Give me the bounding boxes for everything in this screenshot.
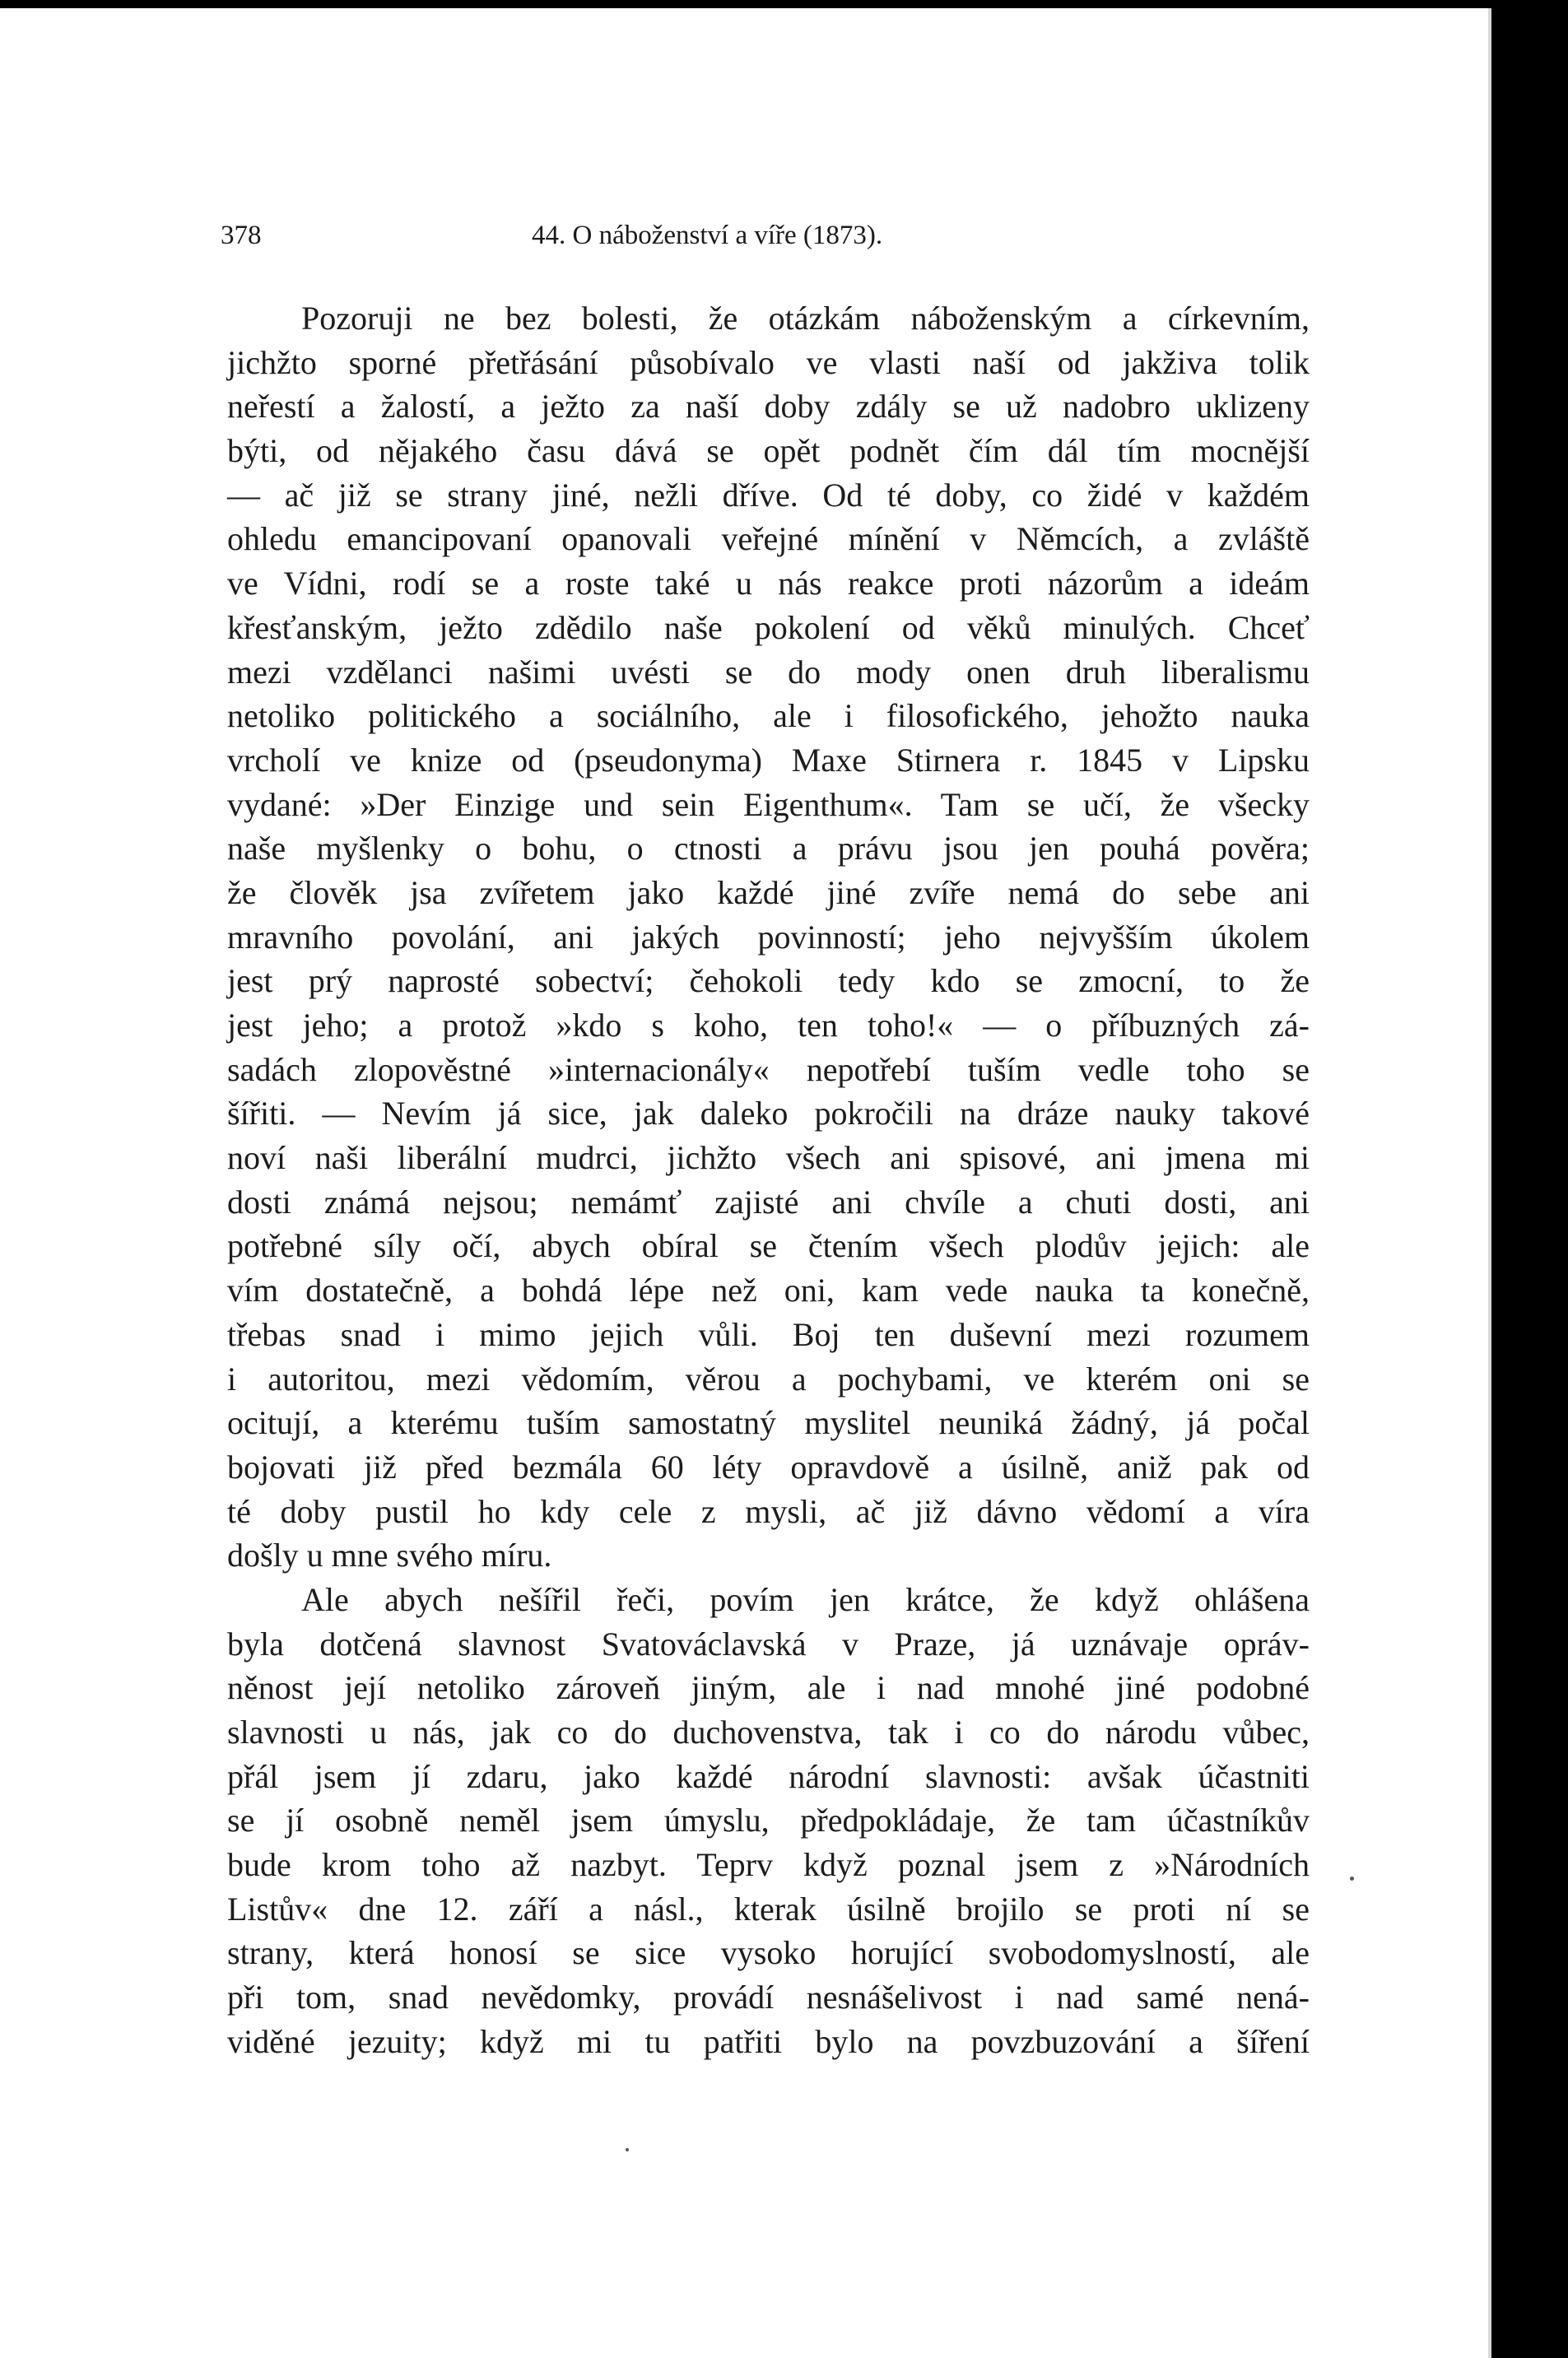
- page-header: [221, 221, 1332, 262]
- text-line: neřestí a žalostí, a ježto za naší doby zdály se už nadobro uklizeny: [227, 388, 1310, 426]
- text-line: Pozoruji ne bez bolesti, že otázkám náboženským a církevním,: [301, 300, 1310, 337]
- text-line: — ač již se strany jiné, nežli dříve. Od té doby, co židé v každém: [227, 476, 1310, 514]
- text-line: jest jeho; a protož »kdo s koho, ten toho!« — o příbuzných zá-: [227, 1007, 1310, 1044]
- text-line: ohledu emancipovaní opanovali veřejné mínění v Němcích, a zvláště: [227, 520, 1310, 558]
- text-line: strany, která honosí se sice vysoko horující svobodomyslností, ale: [227, 1934, 1310, 1972]
- text-line: býti, od nějakého času dává se opět podnět čím dál tím mocnější: [227, 432, 1310, 470]
- text-line: bojovati již před bezmála 60 léty opravdově a úsilně, aniž pak od: [227, 1448, 1310, 1486]
- text-line: Listův« dne 12. září a násl., kterak úsilně brojilo se proti ní se: [227, 1890, 1310, 1928]
- text-body: [227, 296, 1310, 2064]
- text-line: i autoritou, mezi vědomím, věrou a pochybami, ve kterém oni se: [227, 1360, 1310, 1398]
- text-line: že člověk jsa zvířetem jako každé jiné zvíře nemá do sebe ani: [227, 873, 1310, 911]
- text-line: mravního povolání, ani jakých povinností; jeho nejvyšším úkolem: [227, 918, 1310, 956]
- text-line: slavnosti u nás, jak co do duchovenstva, tak i co do národu vůbec,: [227, 1714, 1310, 1751]
- text-line: se jí osobně neměl jsem úmyslu, předpokládaje, že tam účastníkův: [227, 1802, 1310, 1839]
- text-line: naše myšlenky o bohu, o ctnosti a právu jsou jen pouhá pověra;: [227, 830, 1310, 867]
- book-page: [0, 8, 1490, 2358]
- text-line: bude krom toho až nazbyt. Teprv když poznal jsem z »Národních: [227, 1846, 1310, 1884]
- text-line: ocitují, a kterému tuším samostatný myslitel neuniká žádný, já počal: [227, 1404, 1310, 1442]
- text-line: třebas snad i mimo jejich vůli. Boj ten duševní mezi rozumem: [227, 1315, 1310, 1353]
- text-line: vydané: »Der Einzige und sein Eigenthum«. Tam se učí, že všecky: [227, 785, 1310, 823]
- scan-border: [1491, 0, 1568, 2358]
- text-line: Ale abych nešířil řeči, povím jen krátce, že když ohlášena: [301, 1580, 1310, 1618]
- text-line: jest prý naprosté sobectví; čehokoli tedy kdo se zmocní, to že: [227, 962, 1310, 1000]
- page-number: 378: [221, 221, 262, 250]
- text-line: došly u mne svého míru.: [227, 1537, 552, 1574]
- text-line: netoliko politického a sociálního, ale i filosofického, jehožto nauka: [227, 697, 1310, 735]
- running-title: 44. O náboženství a víře (1873).: [532, 221, 883, 250]
- text-line: vím dostatečně, a bohdá lépe než oni, kam vede nauka ta konečně,: [227, 1272, 1310, 1309]
- scan-speck: [626, 2148, 629, 2151]
- text-line: ve Vídni, rodí se a roste také u nás reakce proti názorům a ideám: [227, 565, 1310, 602]
- text-line: sadách zlopověstné »internacionály« nepotřebí tuším vedle toho se: [227, 1050, 1310, 1088]
- text-line: křesťanským, ježto zdědilo naše pokolení od věků minulých. Chceť: [227, 608, 1310, 646]
- text-line: té doby pustil ho kdy cele z mysli, ač již dávno vědomí a víra: [227, 1492, 1310, 1530]
- text-line: viděné jezuity; když mi tu patřiti bylo na povzbuzování a šíření: [227, 2022, 1310, 2060]
- paragraph-1: [227, 296, 1310, 1578]
- text-line: mezi vzdělanci našimi uvésti se do mody onen druh liberalismu: [227, 653, 1310, 691]
- text-line: něnost její netoliko zároveň jiným, ale i nad mnohé jiné podobné: [227, 1669, 1310, 1707]
- text-line: jichžto sporné přetřásání působívalo ve vlasti naší od jakživa tolik: [227, 343, 1310, 381]
- text-line: vrcholí ve knize od (pseudonyma) Maxe Stirnera r. 1845 v Lipsku: [227, 741, 1310, 779]
- text-line: potřebné síly očí, abych obíral se čtením všech plodův jejich: ale: [227, 1227, 1310, 1265]
- text-line: dosti známá nejsou; nemámť zajisté ani chvíle a chuti dosti, ani: [227, 1183, 1310, 1221]
- text-line: přál jsem jí zdaru, jako každé národní slavnosti: avšak účastniti: [227, 1757, 1310, 1795]
- scan-speck: [1350, 1877, 1354, 1881]
- paragraph-2: [227, 1578, 1310, 2064]
- text-line: noví naši liberální mudrci, jichžto všech ani spisové, ani jmena mi: [227, 1139, 1310, 1177]
- text-line: při tom, snad nevědomky, provádí nesnášelivost i nad samé nená-: [227, 1979, 1310, 2016]
- text-line: byla dotčená slavnost Svatováclavská v Praze, já uznávaje opráv-: [227, 1625, 1310, 1663]
- text-line: šířiti. — Nevím já sice, jak daleko pokročili na dráze nauky takové: [227, 1095, 1310, 1132]
